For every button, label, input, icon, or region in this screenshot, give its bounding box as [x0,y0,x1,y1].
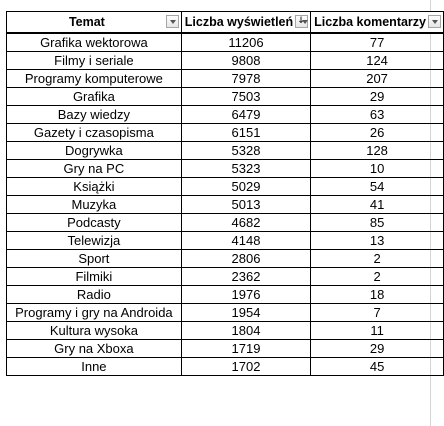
header-cell-liczba-komentarzy [311,12,444,34]
topics-table [6,11,444,376]
cell-liczba-komentarzy[interactable]: 63 [311,106,444,124]
cell-liczba-wyswietlen[interactable]: 5328 [181,142,310,160]
cell-liczba-komentarzy[interactable]: 2 [311,250,444,268]
cell-liczba-wyswietlen[interactable]: 2806 [181,250,310,268]
cell-temat[interactable]: Grafika wektorowa [7,33,182,52]
cell-liczba-wyswietlen[interactable]: 5029 [181,178,310,196]
header-label: Liczba wyświetleń [184,15,294,29]
cell-temat[interactable]: Podcasty [7,214,182,232]
cell-liczba-wyswietlen[interactable]: 1976 [181,286,310,304]
cell-temat[interactable]: Gazety i czasopisma [7,124,182,142]
table-row [7,196,444,214]
table-row [7,250,444,268]
cell-liczba-komentarzy[interactable]: 11 [311,322,444,340]
table-row [7,232,444,250]
cell-liczba-komentarzy[interactable]: 29 [311,340,444,358]
filter-dropdown-icon[interactable] [428,15,441,28]
cell-temat[interactable]: Sport [7,250,182,268]
cell-temat[interactable]: Dogrywka [7,142,182,160]
cell-liczba-komentarzy[interactable]: 85 [311,214,444,232]
cell-liczba-wyswietlen[interactable]: 9808 [181,52,310,70]
cell-liczba-komentarzy[interactable]: 13 [311,232,444,250]
cell-liczba-komentarzy[interactable]: 10 [311,160,444,178]
table-row [7,340,444,358]
cell-temat[interactable]: Filmiki [7,268,182,286]
cell-liczba-wyswietlen[interactable]: 4148 [181,232,310,250]
cell-temat[interactable]: Gry na Xboxa [7,340,182,358]
table-row [7,70,444,88]
cell-temat[interactable]: Bazy wiedzy [7,106,182,124]
filter-dropdown-icon[interactable] [166,15,179,28]
table-row [7,142,444,160]
cell-temat[interactable]: Muzyka [7,196,182,214]
cell-liczba-wyswietlen[interactable]: 1719 [181,340,310,358]
cell-liczba-komentarzy[interactable]: 26 [311,124,444,142]
cell-liczba-wyswietlen[interactable]: 4682 [181,214,310,232]
header-cell-liczba-wyswietlen [181,12,310,34]
cell-temat[interactable]: Telewizja [7,232,182,250]
header-label: Liczba komentarzy [314,15,426,29]
table-header-row [7,12,444,34]
cell-liczba-wyswietlen[interactable]: 2362 [181,268,310,286]
table-row [7,88,444,106]
table-row [7,286,444,304]
cell-liczba-komentarzy[interactable]: 45 [311,358,444,376]
cell-liczba-wyswietlen[interactable]: 7978 [181,70,310,88]
cell-liczba-komentarzy[interactable]: 7 [311,304,444,322]
table-row [7,178,444,196]
cell-liczba-wyswietlen[interactable]: 7503 [181,88,310,106]
cell-liczba-wyswietlen[interactable]: 5013 [181,196,310,214]
cell-liczba-komentarzy[interactable]: 207 [311,70,444,88]
cell-temat[interactable]: Radio [7,286,182,304]
header-label: Temat [68,15,105,29]
table-row [7,124,444,142]
table-row [7,322,444,340]
cell-liczba-komentarzy[interactable]: 77 [311,33,444,52]
cell-liczba-wyswietlen[interactable]: 5323 [181,160,310,178]
table-row [7,160,444,178]
cell-temat[interactable]: Programy komputerowe [7,70,182,88]
table-row [7,214,444,232]
cell-liczba-komentarzy[interactable]: 2 [311,268,444,286]
sort-descending-filter-icon[interactable]: ↓ [295,15,308,28]
header-cell-temat [7,12,182,34]
cell-temat[interactable]: Grafika [7,88,182,106]
cell-liczba-komentarzy[interactable]: 29 [311,88,444,106]
cell-liczba-komentarzy[interactable]: 41 [311,196,444,214]
table-row [7,358,444,376]
cell-liczba-wyswietlen[interactable]: 6479 [181,106,310,124]
cell-liczba-komentarzy[interactable]: 128 [311,142,444,160]
cell-temat[interactable]: Filmy i seriale [7,52,182,70]
cell-temat[interactable]: Gry na PC [7,160,182,178]
cell-temat[interactable]: Kultura wysoka [7,322,182,340]
table-row [7,268,444,286]
cell-liczba-komentarzy[interactable]: 54 [311,178,444,196]
cell-liczba-wyswietlen[interactable]: 1954 [181,304,310,322]
cell-liczba-wyswietlen[interactable]: 11206 [181,33,310,52]
cell-temat[interactable]: Programy i gry na Androida [7,304,182,322]
cell-liczba-komentarzy[interactable]: 18 [311,286,444,304]
cell-temat[interactable]: Inne [7,358,182,376]
cell-liczba-wyswietlen[interactable]: 1702 [181,358,310,376]
table-row [7,106,444,124]
cell-temat[interactable]: Książki [7,178,182,196]
cell-liczba-wyswietlen[interactable]: 1804 [181,322,310,340]
table-body [7,33,444,376]
table-row [7,304,444,322]
table-row [7,52,444,70]
cell-liczba-wyswietlen[interactable]: 6151 [181,124,310,142]
cell-liczba-komentarzy[interactable]: 124 [311,52,444,70]
table-row [7,33,444,52]
